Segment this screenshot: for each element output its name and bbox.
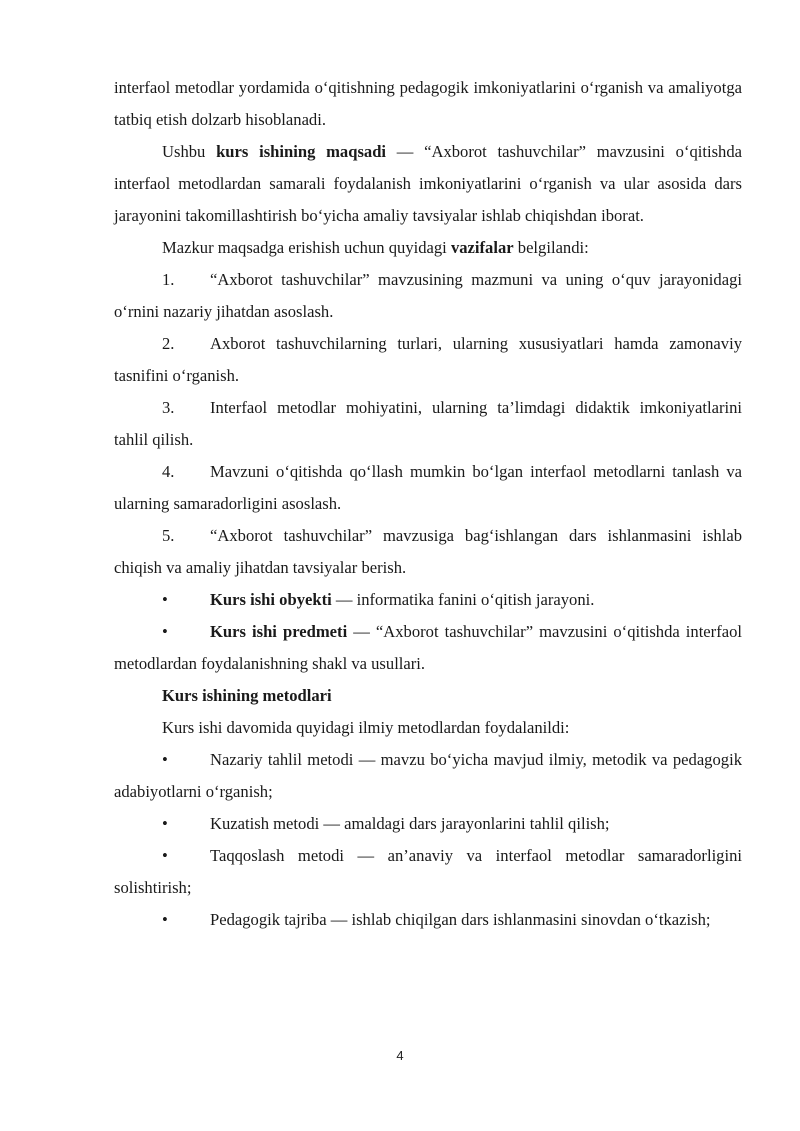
intro-continuation: interfaol metodlar yordamida o‘qitishning pedagogik imkoniyatlarini o‘rganish va amaliyotga tatbiq etish dolzarb hisoblanadi. bbox=[114, 78, 742, 129]
bullet-icon: • bbox=[162, 590, 168, 609]
bullet-icon: • bbox=[162, 622, 168, 641]
task-number: 1. bbox=[162, 270, 175, 289]
bullet-icon: • bbox=[162, 814, 168, 833]
bullet-icon: • bbox=[162, 750, 168, 769]
tasks-label: vazifalar bbox=[450, 238, 514, 257]
aim-label: kurs ishining maqsadi bbox=[216, 142, 387, 161]
task-number: 3. bbox=[162, 398, 175, 417]
aim-prefix: Ushbu bbox=[162, 142, 217, 161]
method-item bbox=[114, 808, 742, 840]
object-text: — informatika fanini o‘qitish jarayoni. bbox=[331, 590, 595, 609]
method-text: Pedagogik tajriba — ishlab chiqilgan dars ishlanmasini sinovdan o‘tkazish; bbox=[210, 910, 711, 929]
task-text: Axborot tashuvchilarning turlari, ularning xususiyatlari hamda zamonaviy tasnifini o‘rganish. bbox=[114, 334, 742, 385]
task-item bbox=[114, 264, 742, 328]
aim-text: — “Axborot tashuvchilar” mavzusini o‘qitishda interfaol metodlardan samarali foydalanish imkoniyatlarini o‘rganish va ular asosida dars jarayonini takomillashtirish bo‘yicha amaliy tavsiyalar ishlab chiqishdan iborat. bbox=[114, 142, 743, 225]
task-text: “Axborot tashuvchilar” mavzusining mazmuni va uning o‘quv jarayonidagi o‘rnini nazariy jihatdan asoslash. bbox=[114, 270, 742, 321]
bullet-icon: • bbox=[162, 846, 168, 865]
task-text: Interfaol metodlar mohiyatini, ularning ta’limdagi didaktik imkoniyatlarini tahlil qilish. bbox=[114, 398, 742, 449]
bullet-icon: • bbox=[162, 910, 168, 929]
object-label: Kurs ishi obyekti bbox=[210, 590, 332, 609]
task-text: Mavzuni o‘qitishda qo‘llash mumkin bo‘lgan interfaol metodlarni tanlash va ularning samaradorligini asoslash. bbox=[114, 462, 742, 513]
task-item bbox=[114, 456, 742, 520]
method-text: Nazariy tahlil metodi — mavzu bo‘yicha mavjud ilmiy, metodik va pedagogik adabiyotlarni o‘rganish; bbox=[114, 750, 742, 801]
subject-label: Kurs ishi predmeti bbox=[210, 622, 348, 641]
tasks-suffix: belgilandi: bbox=[513, 238, 589, 257]
task-item bbox=[114, 328, 742, 392]
subject-item bbox=[114, 616, 742, 680]
aim-paragraph bbox=[114, 136, 742, 232]
methods-intro: Kurs ishi davomida quyidagi ilmiy metodlardan foydalanildi: bbox=[162, 718, 570, 737]
method-item bbox=[114, 904, 742, 936]
task-text: “Axborot tashuvchilar” mavzusiga bag‘ishlangan dars ishlanmasini ishlab chiqish va amaliy jihatdan tavsiyalar berish. bbox=[114, 526, 742, 577]
task-number: 4. bbox=[162, 462, 175, 481]
subject-text: — “Axborot tashuvchilar” mavzusini o‘qitishda interfaol metodlardan foydalanishning shakl va usullari. bbox=[114, 622, 742, 673]
method-item bbox=[114, 840, 742, 904]
page-number: 4 bbox=[396, 1048, 404, 1063]
methods-heading: Kurs ishining metodlari bbox=[162, 686, 332, 705]
task-number: 5. bbox=[162, 526, 175, 545]
task-item bbox=[114, 392, 742, 456]
method-text: Kuzatish metodi — amaldagi dars jarayonlarini tahlil qilish; bbox=[210, 814, 610, 833]
document-page bbox=[114, 72, 742, 936]
task-number: 2. bbox=[162, 334, 175, 353]
task-item bbox=[114, 520, 742, 584]
method-text: Taqqoslash metodi — an’anaviy va interfaol metodlar samaradorligini solishtirish; bbox=[114, 846, 742, 897]
method-item bbox=[114, 744, 742, 808]
tasks-prefix: Mazkur maqsadga erishish uchun quyidagi bbox=[162, 238, 451, 257]
tasks-intro bbox=[114, 232, 742, 264]
object-item bbox=[114, 584, 742, 616]
